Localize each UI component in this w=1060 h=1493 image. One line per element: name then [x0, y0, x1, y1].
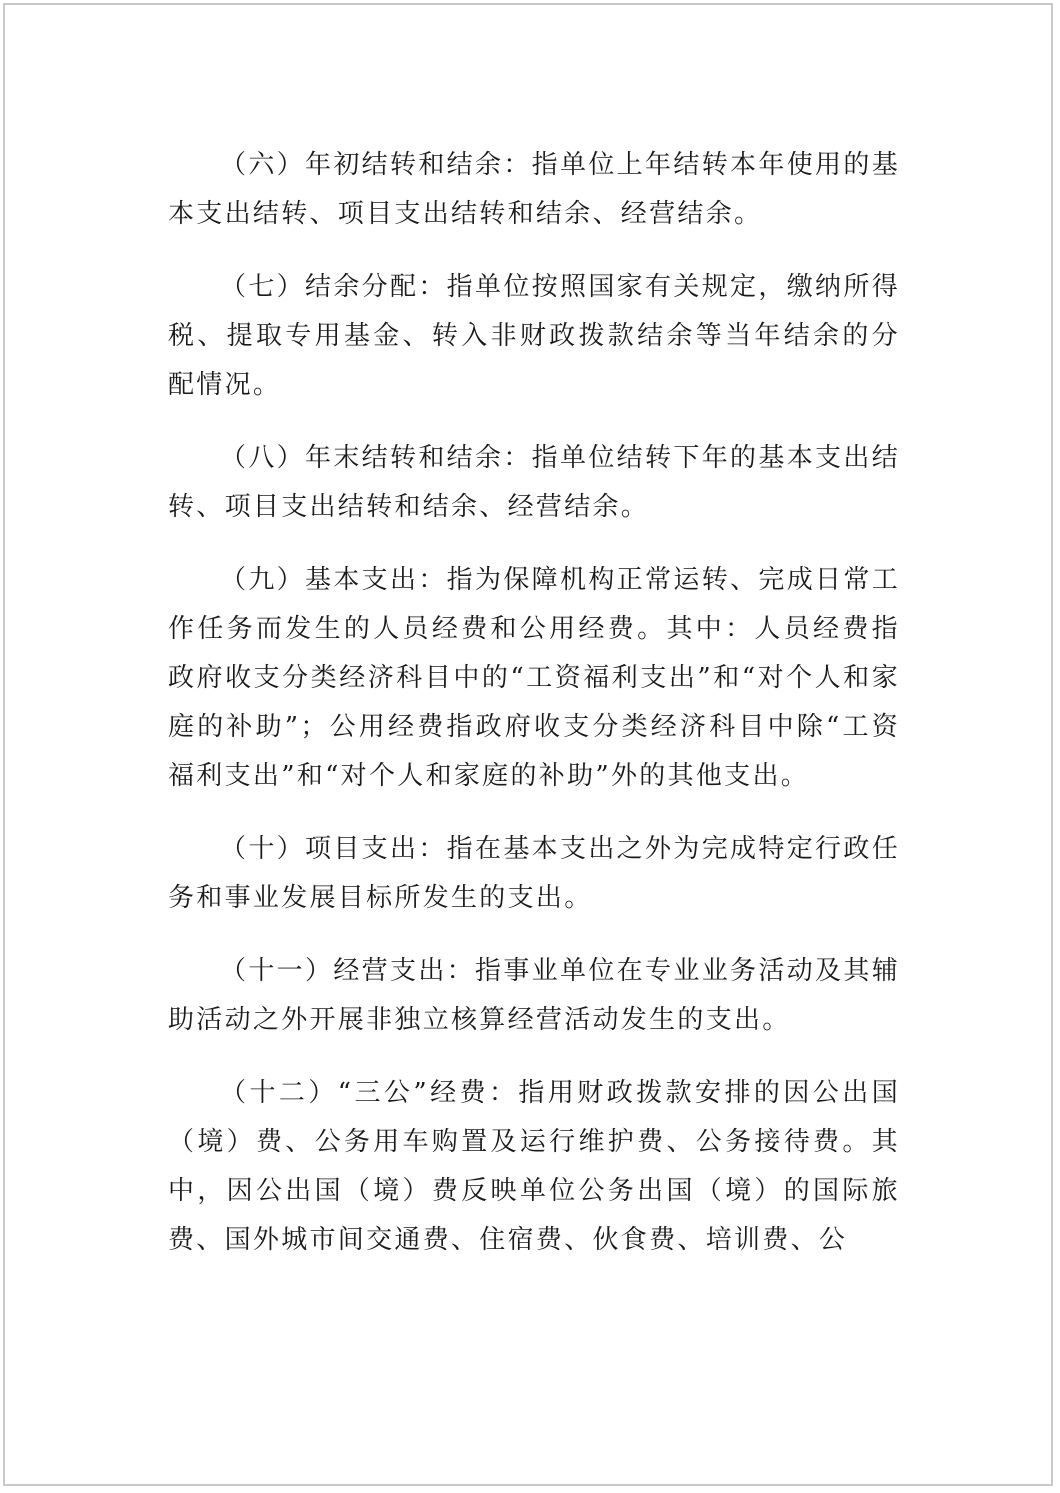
document-body — [168, 141, 900, 1289]
paragraph-9: （九）基本支出：指为保障机构正常运转、完成日常工作任务而发生的人员经费和公用经费。其中：人员经费指政府收支分类经济科目中的“工资福利支出”和“对个人和家庭的补助”；公用经费指政府收支分类经济科目中除“工资福利支出”和“对个人和家庭的补助”外的其他支出。 — [168, 565, 900, 791]
paragraph-8: （八）年末结转和结余：指单位结转下年的基本支出结转、项目支出结转和结余、经营结余。 — [168, 443, 900, 522]
paragraph-12: （十二）“三公”经费：指用财政拨款安排的因公出国（境）费、公务用车购置及运行维护费、公务接待费。其中，因公出国（境）费反映单位公务出国（境）的国际旅费、国外城市间交通费、住宿费、伙食费、培训费、公 — [168, 1078, 900, 1255]
paragraph-11: （十一）经营支出：指事业单位在专业业务活动及其辅助活动之外开展非独立核算经营活动发生的支出。 — [168, 956, 900, 1035]
paragraph-6: （六）年初结转和结余：指单位上年结转本年使用的基本支出结转、项目支出结转和结余、经营结余。 — [168, 150, 900, 229]
document-page — [3, 3, 1053, 1486]
paragraph-10: （十）项目支出：指在基本支出之外为完成特定行政任务和事业发展目标所发生的支出。 — [168, 834, 900, 913]
paragraph-7: （七）结余分配：指单位按照国家有关规定，缴纳所得税、提取专用基金、转入非财政拨款结余等当年结余的分配情况。 — [168, 272, 900, 400]
